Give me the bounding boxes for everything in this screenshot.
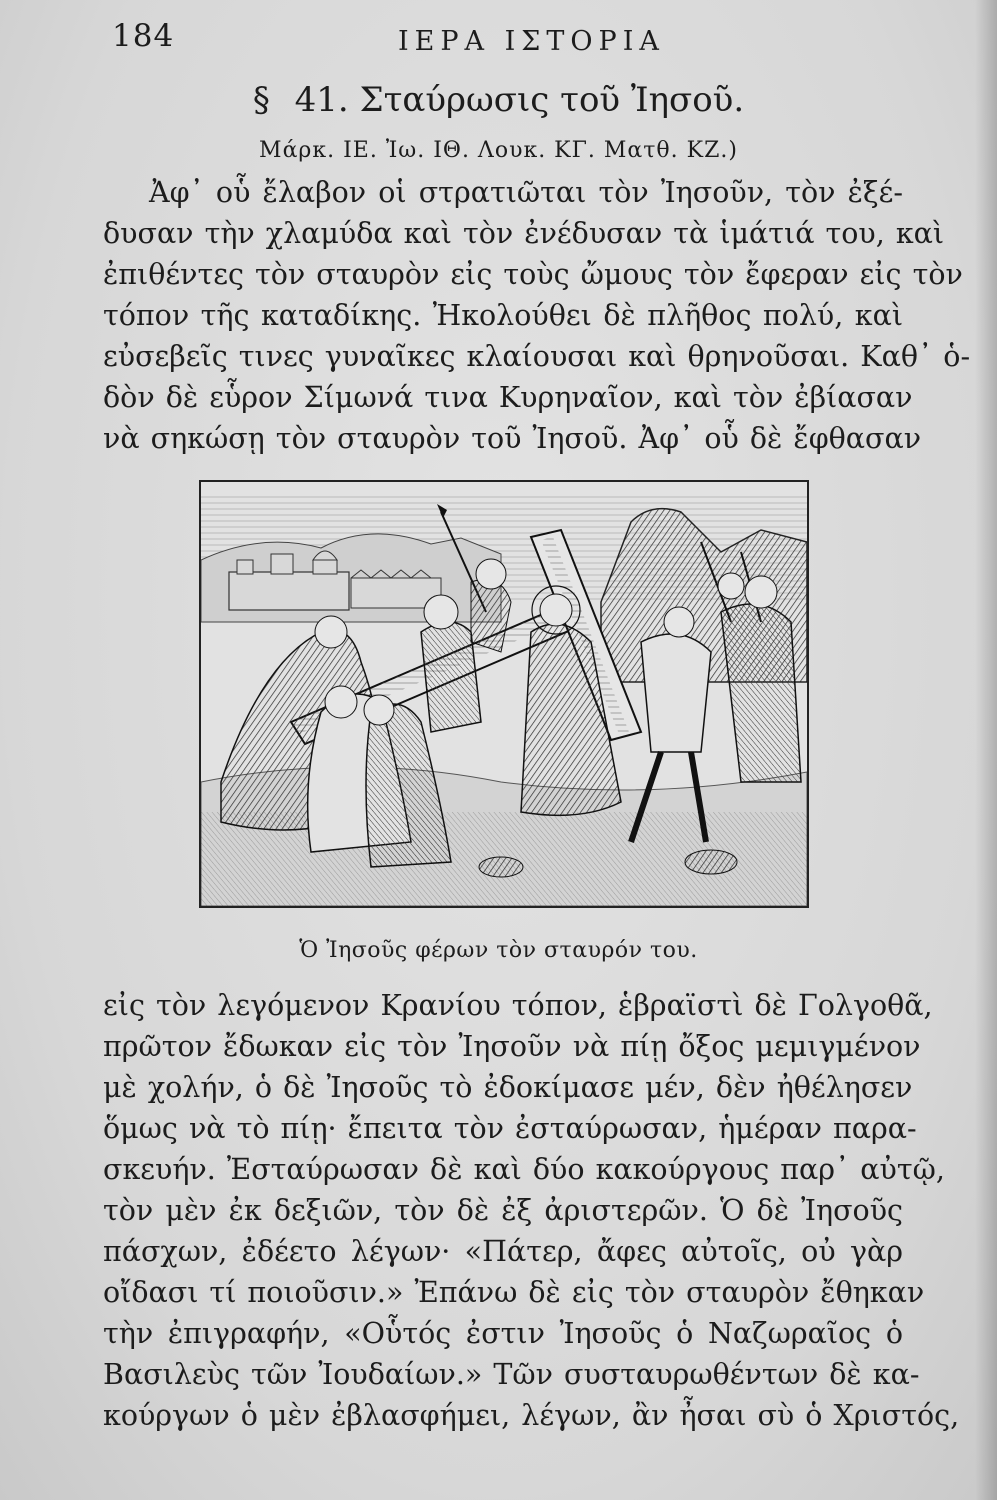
engraving-illustration <box>199 480 809 908</box>
text-line: οἴδασι τί ποιοῦσιν.» Ἐπάνω δὲ εἰς τὸν σταυρὸν ἔθηκαν <box>103 1276 925 1309</box>
text-line: δυσαν τὴν χλαμύδα καὶ τὸν ἐνέδυσαν τὰ ἱμάτιά του, καὶ <box>103 217 945 250</box>
paragraph-after-illustration <box>103 985 960 1436</box>
illustration-drawing <box>201 482 807 906</box>
section-sign: § <box>252 80 270 120</box>
text-line: πρῶτον ἔδωκαν εἰς τὸν Ἰησοῦν νὰ πίῃ ὄξος μεμιγμένον <box>103 1030 921 1063</box>
text-line: τὸν μὲν ἐκ δεξιῶν, τὸν δὲ ἐξ ἀριστερῶν. Ὁ δὲ Ἰησοῦς <box>103 1194 903 1227</box>
text-line: νὰ σηκώσῃ τὸν σταυρὸν τοῦ Ἰησοῦ. Ἀφ᾽ οὗ δὲ ἔφθασαν <box>103 422 922 455</box>
running-title: ΙΕΡΑ ΙΣΤΟΡΙΑ <box>398 26 665 57</box>
text-line: μὲ χολήν, ὁ δὲ Ἰησοῦς τὸ ἐδοκίμασε μέν, δὲν ἠθέλησεν <box>103 1071 913 1104</box>
page-number: 184 <box>112 18 175 54</box>
paragraph-before-illustration <box>103 172 971 459</box>
text-line: σκευήν. Ἐσταύρωσαν δὲ καὶ δύο κακούργους παρ᾽ αὐτῷ, <box>103 1153 945 1186</box>
illustration-caption: Ὁ Ἰησοῦς φέρων τὸν σταυρόν του. <box>299 938 698 963</box>
text-line: δὸν δὲ εὗρον Σίμωνά τινα Κυρηναῖον, καὶ τὸν ἐβίασαν <box>103 381 913 414</box>
text-line: εὐσεβεῖς τινες γυναῖκες κλαίουσαι καὶ θρηνοῦσαι. Καθ᾽ ὁ- <box>103 340 971 373</box>
running-head <box>0 14 997 64</box>
scripture-references: Μάρκ. ΙΕ. Ἰω. ΙΘ. Λουκ. ΚΓ. Ματθ. ΚΖ.) <box>259 138 738 163</box>
text-line: τόπον τῆς καταδίκης. Ἠκολούθει δὲ πλῆθος πολύ, καὶ <box>103 299 903 332</box>
text-line: Βασιλεὺς τῶν Ἰουδαίων.» Τῶν συσταυρωθέντων δὲ κα- <box>103 1358 920 1391</box>
text-line: ὅμως νὰ τὸ πίῃ· ἔπειτα τὸν ἐσταύρωσαν, ἡμέραν παρα- <box>103 1112 917 1145</box>
text-line: κούργων ὁ μὲν ἐβλασφήμει, λέγων, ἂν ἦσαι σὺ ὁ Χριστός, <box>103 1399 960 1432</box>
section-number: 41. <box>294 80 349 120</box>
text-line: πάσχων, ἐδέετο λέγων· «Πάτερ, ἄφες αὐτοῖς, οὐ γὰρ <box>103 1235 903 1268</box>
text-line: Ἀφ᾽ οὗ ἔλαβον οἱ στρατιῶται τὸν Ἰησοῦν, τὸν ἐξέ- <box>149 176 903 209</box>
text-line: εἰς τὸν λεγόμενον Κρανίου τόπον, ἑβραϊστὶ δὲ Γολγοθᾶ, <box>103 989 933 1022</box>
section-title: Σταύρωσις τοῦ Ἰησοῦ. <box>359 80 745 120</box>
section-heading <box>0 80 997 120</box>
page-edge-shadow <box>975 0 997 1500</box>
text-line: ἐπιθέντες τὸν σταυρὸν εἰς τοὺς ὤμους τὸν ἔφεραν εἰς τὸν <box>103 258 963 291</box>
text-line: τὴν ἐπιγραφήν, «Οὗτός ἐστιν Ἰησοῦς ὁ Ναζωραῖος ὁ <box>103 1317 903 1350</box>
